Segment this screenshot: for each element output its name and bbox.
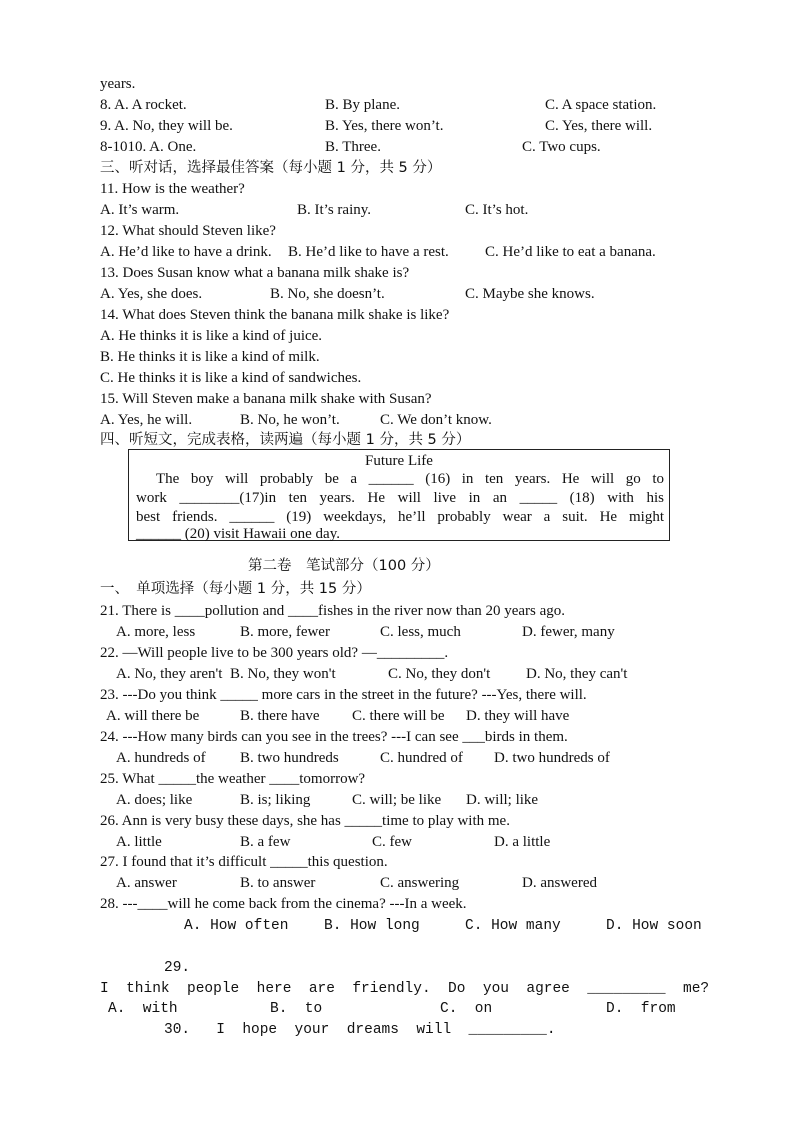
q30-text: 30. I hope your dreams will _________. [164,1022,556,1038]
q15-text: 15. Will Steven make a banana milk shake with Susan? [100,391,432,407]
q21-text: 21. There is ____pollution and ____fishes in the river now than 20 years ago. [100,603,566,619]
q22-option-a: A. No, they aren't [116,666,223,682]
q26-option-b: B. a few [240,834,291,850]
q12-text: 12. What should Steven like? [100,223,276,239]
q26-option-a: A. little [116,834,162,850]
q22-option-b: B. No, they won't [230,666,336,682]
future-life-box [128,449,670,541]
q27-option-a: A. answer [116,875,177,891]
q22-option-d: D. No, they can't [526,666,628,682]
q14-option-a: A. He thinks it is like a kind of juice. [100,328,323,344]
q24-option-d: D. two hundreds of [494,750,610,766]
box-line-3: best friends. ______ (19) weekdays, he’ll probably wear a suit. He might [136,509,664,525]
q12-option-b: B. He’d like to have a rest. [288,244,449,260]
part2-heading: 第二卷 笔试部分（100 分） [248,558,440,574]
q11-option-c: C. It’s hot. [465,202,529,218]
q23-option-c: C. there will be [352,708,445,724]
q22-option-c: C. No, they don't [388,666,491,682]
section4-heading: 四、听短文，完成表格，读两遍（每小题 1 分，共 5 分） [100,432,471,448]
q9-option-c: C. Yes, there will. [545,118,653,134]
q25-text: 25. What _____the weather ____tomorrow? [100,771,366,787]
q25-option-a: A. does; like [116,792,193,808]
q13-option-b: B. No, she doesn’t. [270,286,385,302]
continued-text: years. [100,76,136,92]
section3-heading: 三、听对话，选择最佳答案（每小题 1 分，共 5 分） [100,160,442,176]
q25-option-b: B. is; liking [240,792,311,808]
q27-option-b: B. to answer [240,875,316,891]
box-line-2: work ________(17)in ten years. He will live in an _____ (18) with his [136,490,664,506]
q14-option-c: C. He thinks it is like a kind of sandwiches. [100,370,362,386]
future-life-title: Future Life [365,453,433,469]
q12-option-c: C. He’d like to eat a banana. [485,244,656,260]
q14-option-b: B. He thinks it is like a kind of milk. [100,349,320,365]
q29-option-a: A. with [108,1001,178,1017]
q24-text: 24. ---How many birds can you see in the trees? ---I can see ___birds in them. [100,729,568,745]
q24-option-b: B. two hundreds [240,750,339,766]
q23-text: 23. ---Do you think _____ more cars in the street in the future? ---Yes, there will. [100,687,587,703]
q11-option-b: B. It’s rainy. [297,202,372,218]
q15-option-a: A. Yes, he will. [100,412,193,428]
box-line-1: The boy will probably be a ______ (16) in ten years. He will go to [156,471,664,487]
q10-option-a: 8-1010. A. One. [100,139,197,155]
q8-option-b: B. By plane. [325,97,400,113]
q29-option-c: C. on [440,1001,493,1017]
q26-option-c: C. few [372,834,412,850]
q10-option-b: B. Three. [325,139,381,155]
q23-option-a: A. will there be [106,708,200,724]
q29-number: 29. [164,960,191,976]
q13-text: 13. Does Susan know what a banana milk shake is? [100,265,410,281]
q13-option-c: C. Maybe she knows. [465,286,595,302]
q29-option-b: B. to [270,1001,323,1017]
q29-option-d: D. from [606,1001,676,1017]
q23-option-b: B. there have [240,708,320,724]
q8-option-a: 8. A. A rocket. [100,97,187,113]
q15-option-b: B. No, he won’t. [240,412,340,428]
q27-text: 27. I found that it’s difficult _____this question. [100,854,388,870]
q12-option-a: A. He’d like to have a drink. [100,244,272,260]
q14-text: 14. What does Steven think the banana milk shake is like? [100,307,450,323]
q26-option-d: D. a little [494,834,551,850]
q9-option-b: B. Yes, there won’t. [325,118,444,134]
part2-section1-heading: 一、 单项选择（每小题 1 分，共 15 分） [100,581,371,597]
q8-option-c: C. A space station. [545,97,657,113]
q21-option-c: C. less, much [380,624,461,640]
q26-text: 26. Ann is very busy these days, she has _____time to play with me. [100,813,510,829]
q27-option-d: D. answered [522,875,597,891]
q21-option-b: B. more, fewer [240,624,330,640]
q21-option-a: A. more, less [116,624,196,640]
q28-text: 28. ---____will he come back from the cinema? ---In a week. [100,896,467,912]
q24-option-c: C. hundred of [380,750,463,766]
q28-option-b: B. How long [324,918,420,934]
q21-option-d: D. fewer, many [522,624,615,640]
q28-option-d: D. How soon [606,918,702,934]
q24-option-a: A. hundreds of [116,750,206,766]
q25-option-d: D. will; like [466,792,539,808]
q11-text: 11. How is the weather? [100,181,245,197]
box-line-4: ______ (20) visit Hawaii one day. [136,526,340,542]
q9-option-a: 9. A. No, they will be. [100,118,233,134]
q28-option-c: C. How many [465,918,561,934]
q25-option-c: C. will; be like [352,792,442,808]
q28-option-a: A. How often [184,918,289,934]
q23-option-d: D. they will have [466,708,570,724]
q10-option-c: C. Two cups. [522,139,601,155]
q29-text: I think people here are friendly. Do you agree _________ me? [100,981,710,997]
q15-option-c: C. We don’t know. [380,412,492,428]
q27-option-c: C. answering [380,875,460,891]
q13-option-a: A. Yes, she does. [100,286,203,302]
q22-text: 22. —Will people live to be 300 years old? —_________. [100,645,449,661]
q11-option-a: A. It’s warm. [100,202,180,218]
